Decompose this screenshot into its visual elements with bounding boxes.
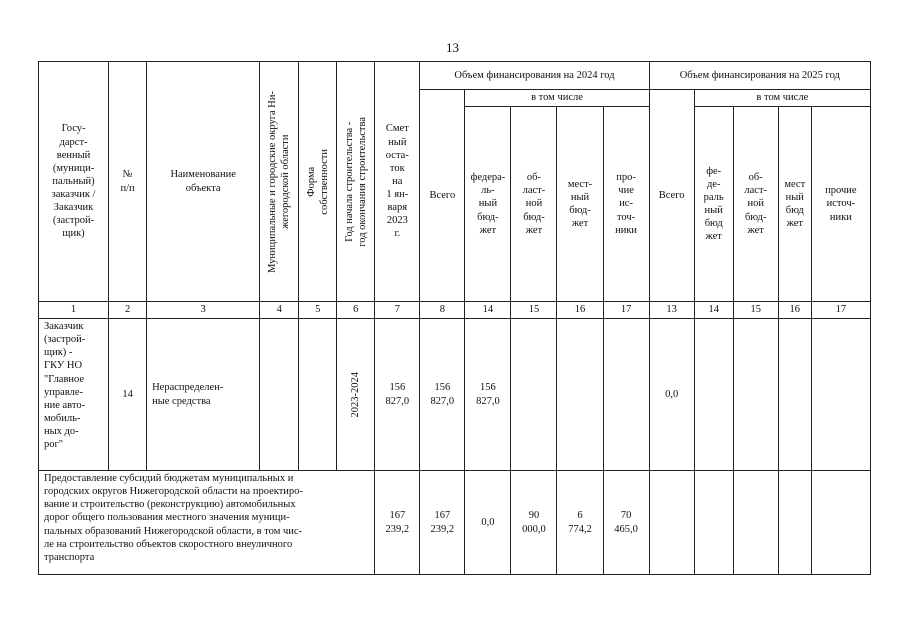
column-number: 3	[147, 302, 260, 319]
header-row-1	[39, 62, 871, 90]
column-number: 16	[557, 302, 603, 319]
row-description: Предоставление субсидий бюджетам муниципальных и городских округов Нижегородской области на проектиро- вание и строительство (реконструкцию) автомобильных дорог общего пользования местного значения муници- пальных образований Нижегородской области, в том чис- ле на строительство объектов скоростного внеуличного транспорта	[39, 471, 375, 575]
row-total-2024: 156 827,0	[420, 319, 465, 471]
header-customer: Госу- дарст- венный (муници- пальный) заказчик / Заказчик (застрой- щик)	[39, 62, 109, 302]
row-local-2024: 6 774,2	[557, 471, 603, 575]
row-other-2024: 70 465,0	[603, 471, 649, 575]
row-other-2025	[811, 319, 870, 471]
header-local-2024: мест- ный бюд- жет	[557, 107, 603, 302]
row-regional-2025	[733, 471, 778, 575]
row-num: 14	[109, 319, 147, 471]
row-object-name: Нераспределен- ные средства	[147, 319, 260, 471]
header-municipality	[260, 62, 299, 302]
row-regional-2025	[733, 319, 778, 471]
table-row-subsidies	[39, 471, 871, 575]
row-ownership	[299, 319, 337, 471]
header-other-2025: прочие источ- ники	[811, 107, 870, 302]
financing-table	[38, 61, 871, 575]
header-years-text: Год начала строительства - год окончания строительства	[343, 116, 368, 247]
row-other-2025	[811, 471, 870, 575]
header-federal-2025: фе- де- раль ный бюд жет	[694, 107, 733, 302]
header-including-2025: в том числе	[694, 90, 870, 107]
row-regional-2024: 90 000,0	[511, 471, 557, 575]
row-municipality	[260, 319, 299, 471]
header-other-2024: про- чие ис- точ- ники	[603, 107, 649, 302]
row-years	[337, 319, 375, 471]
column-number: 2	[109, 302, 147, 319]
column-number: 16	[778, 302, 811, 319]
row-local-2025	[778, 471, 811, 575]
row-other-2024	[603, 319, 649, 471]
row-total-2025: 0,0	[649, 319, 694, 471]
row-years-text: 2023-2024	[350, 371, 362, 418]
header-funding-2024: Объем финансирования на 2024 год	[420, 62, 649, 90]
header-regional-2024: об- ласт- ной бюд- жет	[511, 107, 557, 302]
header-federal-2024: федера- ль- ный бюд- жет	[465, 107, 511, 302]
column-number: 8	[420, 302, 465, 319]
table-row-unallocated	[39, 319, 871, 471]
page-number: 13	[446, 40, 459, 55]
row-federal-2025	[694, 471, 733, 575]
header-municipality-text: Муниципальные и городские округа Ни- жегородской области	[267, 90, 292, 273]
row-total-2025	[649, 471, 694, 575]
column-number: 13	[649, 302, 694, 319]
row-regional-2024	[511, 319, 557, 471]
column-number: 14	[694, 302, 733, 319]
column-number: 4	[260, 302, 299, 319]
row-local-2025	[778, 319, 811, 471]
column-number: 1	[39, 302, 109, 319]
column-number: 15	[733, 302, 778, 319]
header-total-2024: Всего	[420, 90, 465, 302]
header-estimate-balance: Смет ный оста- ток на 1 ян- варя 2023 г.	[375, 62, 420, 302]
column-number: 7	[375, 302, 420, 319]
header-funding-2025: Объем финансирования на 2025 год	[649, 62, 870, 90]
header-local-2025: мест ный бюд жет	[778, 107, 811, 302]
header-ownership-text: Форма собственности	[305, 148, 330, 215]
header-regional-2025: об- ласт- ной бюд- жет	[733, 107, 778, 302]
column-number-row	[39, 302, 871, 319]
header-num: № п/п	[109, 62, 147, 302]
column-number: 6	[337, 302, 375, 319]
row-estimate: 167 239,2	[375, 471, 420, 575]
column-number: 17	[603, 302, 649, 319]
row-estimate: 156 827,0	[375, 319, 420, 471]
column-number: 15	[511, 302, 557, 319]
row-federal-2025	[694, 319, 733, 471]
header-total-2025: Всего	[649, 90, 694, 302]
header-ownership	[299, 62, 337, 302]
row-federal-2024: 0,0	[465, 471, 511, 575]
header-including-2024: в том числе	[465, 90, 649, 107]
row-total-2024: 167 239,2	[420, 471, 465, 575]
row-local-2024	[557, 319, 603, 471]
column-number: 17	[811, 302, 870, 319]
row-federal-2024: 156 827,0	[465, 319, 511, 471]
header-years	[337, 62, 375, 302]
header-object-name: Наименование объекта	[147, 62, 260, 302]
column-number: 14	[465, 302, 511, 319]
row-customer: Заказчик (застрой- щик) - ГКУ НО "Главное управле- ние авто- мобиль- ных до- рог"	[39, 319, 109, 471]
column-number: 5	[299, 302, 337, 319]
